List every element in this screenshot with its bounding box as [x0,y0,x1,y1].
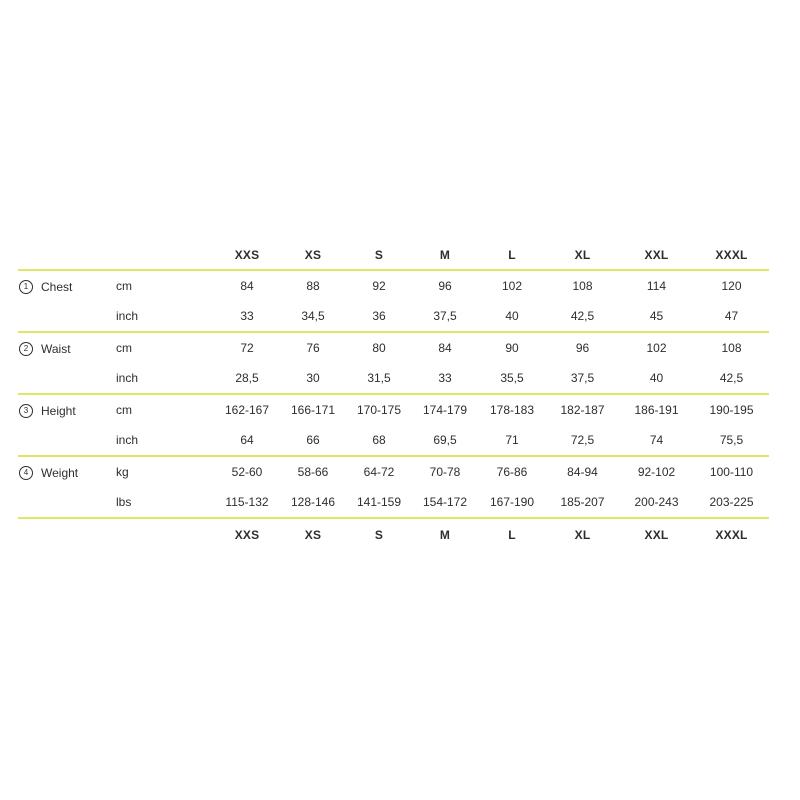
measurement-value-cell: 33 [438,371,452,385]
measurement-value-cell: 70-78 [429,465,461,479]
measurement-value-cell: 37,5 [433,309,457,323]
measurement-value-cell: 66 [306,433,320,447]
measurement-value-cell: 28,5 [235,371,259,385]
unit-label: cm [116,341,132,355]
size-footer-row [18,518,769,550]
measurement-number-badge: 1 [19,280,33,294]
measurement-value-cell: 37,5 [570,371,595,385]
measurement-row [18,394,769,425]
footer-spacer-unit [110,518,214,550]
measurement-value-cell: 84-94 [567,465,598,479]
measurement-value-cell: 114 [646,279,667,293]
header-spacer-label [18,240,110,270]
size-chart-table [18,240,769,550]
unit-label: lbs [116,495,132,509]
size-column-footer: XS [304,527,322,542]
measurement-label-cell [18,456,110,518]
measurement-value-cell: 178-183 [489,403,535,417]
measurement-value-cell: 185-207 [560,495,605,509]
measurement-value-cell: 120 [721,279,742,293]
measurement-value-cell: 31,5 [367,371,391,385]
measurement-row [18,270,769,301]
measurement-value-cell: 42,5 [719,371,744,385]
measurement-value-cell: 108 [572,279,593,293]
size-column-header: XXL [644,247,669,262]
measurement-value-cell: 36 [372,309,386,323]
size-column-footer: L [508,527,516,542]
measurement-value-cell: 30 [306,371,320,385]
size-column-header: XXXL [715,247,748,262]
measurement-value-cell: 200-243 [634,495,679,509]
measurement-label: Chest [41,279,73,294]
measurement-value-cell: 69,5 [433,433,457,447]
measurement-value-cell: 68 [372,433,386,447]
measurement-value-cell: 84 [438,341,452,355]
unit-label: kg [116,465,129,479]
measurement-value-cell: 96 [438,279,452,293]
size-column-header: XL [574,247,591,262]
measurement-value-cell: 182-187 [560,403,605,417]
size-header-row [18,240,769,270]
measurement-value-cell: 115-132 [225,495,269,509]
size-column-header: XXS [234,247,260,262]
measurement-value-cell: 92 [372,279,386,293]
measurement-value-cell: 108 [721,341,742,355]
measurement-value-cell: 90 [505,341,519,355]
size-column-footer: M [439,527,451,542]
measurement-number-badge: 3 [19,404,33,418]
unit-label: inch [116,309,139,323]
size-column-header: XS [304,247,322,262]
measurement-row [18,332,769,363]
measurement-value-cell: 72,5 [570,433,595,447]
unit-label: inch [116,433,139,447]
size-column-footer: XXS [234,527,260,542]
unit-label: cm [116,403,132,417]
measurement-value-cell: 45 [649,309,664,323]
measurement-row [18,487,769,518]
measurement-value-cell: 154-172 [422,495,468,509]
measurement-label-wrap [18,271,110,302]
measurement-value-cell: 174-179 [422,403,468,417]
measurement-number-badge: 2 [19,342,33,356]
measurement-row [18,363,769,394]
measurement-label-wrap [18,333,110,364]
size-column-header: S [374,247,384,262]
measurement-value-cell: 88 [306,279,320,293]
measurement-value-cell: 34,5 [301,309,325,323]
footer-spacer-label [18,518,110,550]
measurement-label-cell [18,270,110,332]
measurement-label-cell [18,332,110,394]
measurement-label-cell [18,394,110,456]
measurement-value-cell: 74 [649,433,664,447]
measurement-value-cell: 162-167 [224,403,270,417]
measurement-value-cell: 64 [240,433,254,447]
measurement-value-cell: 33 [240,309,254,323]
measurement-value-cell: 190-195 [709,403,754,417]
measurement-value-cell: 84 [240,279,254,293]
measurement-value-cell: 128-146 [290,495,336,509]
measurement-label: Weight [41,465,79,480]
measurement-value-cell: 141-159 [356,495,402,509]
measurement-value-cell: 166-171 [290,403,336,417]
measurement-value-cell: 71 [505,433,519,447]
size-column-footer: XXXL [715,527,748,542]
measurement-value-cell: 100-110 [709,465,754,479]
size-column-footer: XL [574,527,591,542]
measurement-value-cell: 64-72 [363,465,395,479]
measurement-value-cell: 58-66 [297,465,329,479]
measurement-value-cell: 92-102 [637,465,676,479]
size-column-header: M [439,247,451,262]
measurement-value-cell: 186-191 [634,403,679,417]
measurement-row [18,456,769,487]
measurement-value-cell: 102 [501,279,523,293]
measurement-value-cell: 80 [372,341,386,355]
measurement-row [18,301,769,332]
size-column-header: L [508,247,516,262]
measurement-label-wrap [18,395,110,426]
measurement-value-cell: 170-175 [356,403,402,417]
unit-label: inch [116,371,139,385]
measurement-label: Height [41,403,76,418]
measurement-value-cell: 40 [505,309,519,323]
size-chart-body [18,270,769,518]
measurement-value-cell: 47 [724,309,739,323]
measurement-value-cell: 52-60 [231,465,263,479]
measurement-value-cell: 102 [646,341,667,355]
measurement-value-cell: 40 [649,371,664,385]
header-spacer-unit [110,240,214,270]
measurement-value-cell: 203-225 [709,495,754,509]
measurement-value-cell: 96 [575,341,590,355]
size-column-footer: XXL [644,527,669,542]
size-column-footer: S [374,527,384,542]
measurement-value-cell: 167-190 [489,495,535,509]
measurement-value-cell: 72 [240,341,254,355]
measurement-label: Waist [41,341,71,356]
measurement-label-wrap [18,457,110,488]
measurement-value-cell: 35,5 [500,371,524,385]
measurement-row [18,425,769,456]
measurement-value-cell: 42,5 [570,309,595,323]
unit-label: cm [116,279,132,293]
measurement-value-cell: 76 [306,341,320,355]
measurement-value-cell: 75,5 [719,433,744,447]
measurement-number-badge: 4 [19,466,33,480]
measurement-value-cell: 76-86 [496,465,528,479]
